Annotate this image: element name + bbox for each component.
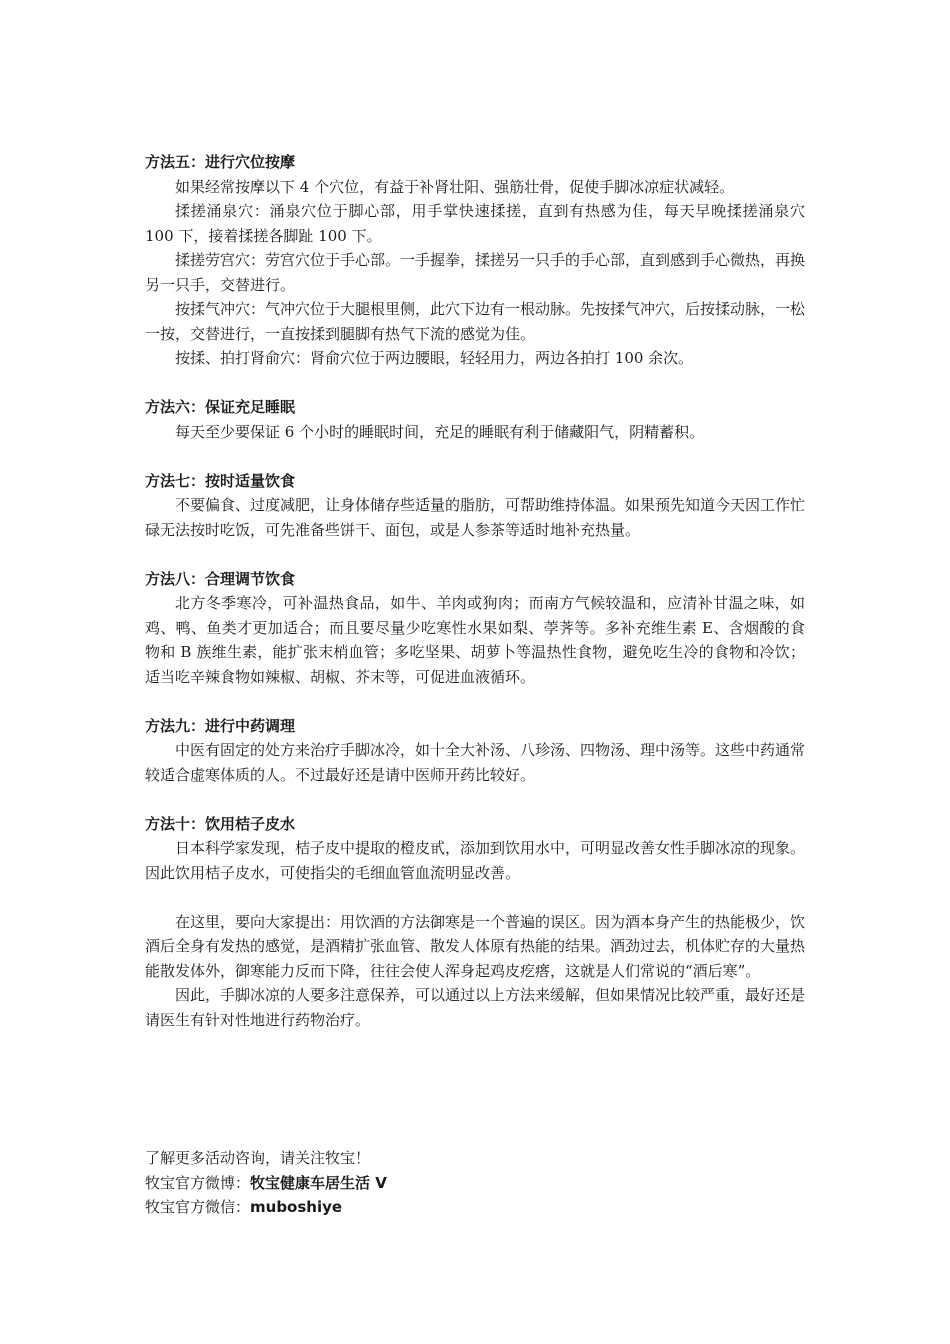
paragraph: 在这里，要向大家提出：用饮酒的方法御寒是一个普遍的误区。因为酒本身产生的热能极少，饮酒后全身有发热的感觉，是酒精扩张血管、散发人体原有热能的结果。酒劲过去，机体贮存的大量热能散发体外，御寒能力反而下降，往往会使人浑身起鸡皮疙瘩，这就是人们常说的“酒后寒”。 bbox=[145, 912, 806, 980]
section-heading: 方法九：进行中药调理 bbox=[145, 716, 296, 735]
weibo-account: 牧宝健康车居生活 V bbox=[250, 1173, 387, 1192]
paragraph: 因此，手脚冰凉的人要多注意保养，可以通过以上方法来缓解，但如果情况比较严重，最好还是请医生有针对性地进行药物治疗。 bbox=[145, 986, 806, 1029]
paragraph: 按揉、拍打肾俞穴：肾俞穴位于两边腰眼，轻轻用力，两边各拍打 100 余次。 bbox=[175, 349, 694, 367]
paragraph: 如果经常按摩以下 4 个穴位，有益于补肾壮阳、强筋壮骨，促使手脚冰凉症状减轻。 bbox=[175, 177, 735, 196]
paragraph: 北方冬季寒冷，可补温热食品，如牛、羊肉或狗肉；而南方气候较温和，应清补甘温之味，如鸡、鸭、鱼类才更加适合；而且要尽量少吃寒性水果如梨、荸荠等。多补充维生素 E、含烟酸的食物和 B 族维生素，能扩张末梢血管；多吃坚果、胡萝卜等温热性食物，避免吃生冷的食物和冷饮；适当吃辛辣食物如辣椒、胡椒、芥末等，可促进血液循环。 bbox=[145, 594, 805, 686]
section-heading: 方法八：合理调节饮食 bbox=[145, 569, 296, 588]
closing-section bbox=[145, 910, 805, 1033]
footer-intro: 了解更多活动咨询，请关注牧宝！ bbox=[145, 1149, 371, 1167]
section-heading: 方法五：进行穴位按摩 bbox=[145, 153, 296, 171]
paragraph: 不要偏食、过度减肥，让身体储存些适量的脂肪，可帮助维持体温。如果预先知道今天因工作忙碌无法按时吃饭，可先准备些饼干、面包，或是人参茶等适时地补充热量。 bbox=[145, 496, 806, 539]
paragraph: 按揉气冲穴：气冲穴位于大腿根里侧，此穴下边有一根动脉。先按揉气冲穴，后按揉动脉，一松一按，交替进行，一直按揉到腿脚有热气下流的感觉为佳。 bbox=[145, 300, 806, 343]
section-method-5 bbox=[145, 150, 805, 371]
paragraph: 中医有固定的处方来治疗手脚冰冷，如十全大补汤、八珍汤、四物汤、理中汤等。这些中药通常较适合虚寒体质的人。不过最好还是请中医师开药比较好。 bbox=[145, 741, 806, 784]
section-heading: 方法六：保证充足睡眠 bbox=[145, 398, 296, 416]
section-method-6 bbox=[145, 395, 805, 444]
paragraph: 日本科学家发现，桔子皮中提取的橙皮甙，添加到饮用水中，可明显改善女性手脚冰凉的现象。因此饮用桔子皮水，可使指尖的毛细血管血流明显改善。 bbox=[145, 839, 806, 882]
section-heading: 方法七：按时适量饮食 bbox=[145, 471, 296, 490]
section-method-9 bbox=[145, 714, 805, 788]
wechat-label: 牧宝官方微信： bbox=[145, 1198, 251, 1216]
section-method-8 bbox=[145, 567, 805, 690]
section-heading: 方法十：饮用桔子皮水 bbox=[145, 814, 296, 833]
weibo-label: 牧宝官方微博： bbox=[145, 1173, 251, 1192]
section-method-7 bbox=[145, 469, 805, 543]
section-method-10 bbox=[145, 812, 805, 886]
footer-contact bbox=[145, 1146, 805, 1220]
footer-wechat bbox=[145, 1195, 805, 1220]
footer-weibo bbox=[145, 1171, 805, 1196]
wechat-account: muboshiye bbox=[250, 1198, 343, 1216]
paragraph: 揉搓涌泉穴：涌泉穴位于脚心部，用手掌快速揉搓，直到有热感为佳，每天早晚揉搓涌泉穴 100 下，接着揉搓各脚趾 100 下。 bbox=[145, 202, 805, 245]
paragraph: 每天至少要保证 6 个小时的睡眠时间，充足的睡眠有利于储藏阳气，阴精蓄积。 bbox=[175, 422, 705, 441]
document-body bbox=[145, 150, 805, 1032]
paragraph: 揉搓劳宫穴：劳宫穴位于手心部。一手握拳，揉搓另一只手的手心部，直到感到手心微热，再换另一只手，交替进行。 bbox=[145, 251, 806, 294]
